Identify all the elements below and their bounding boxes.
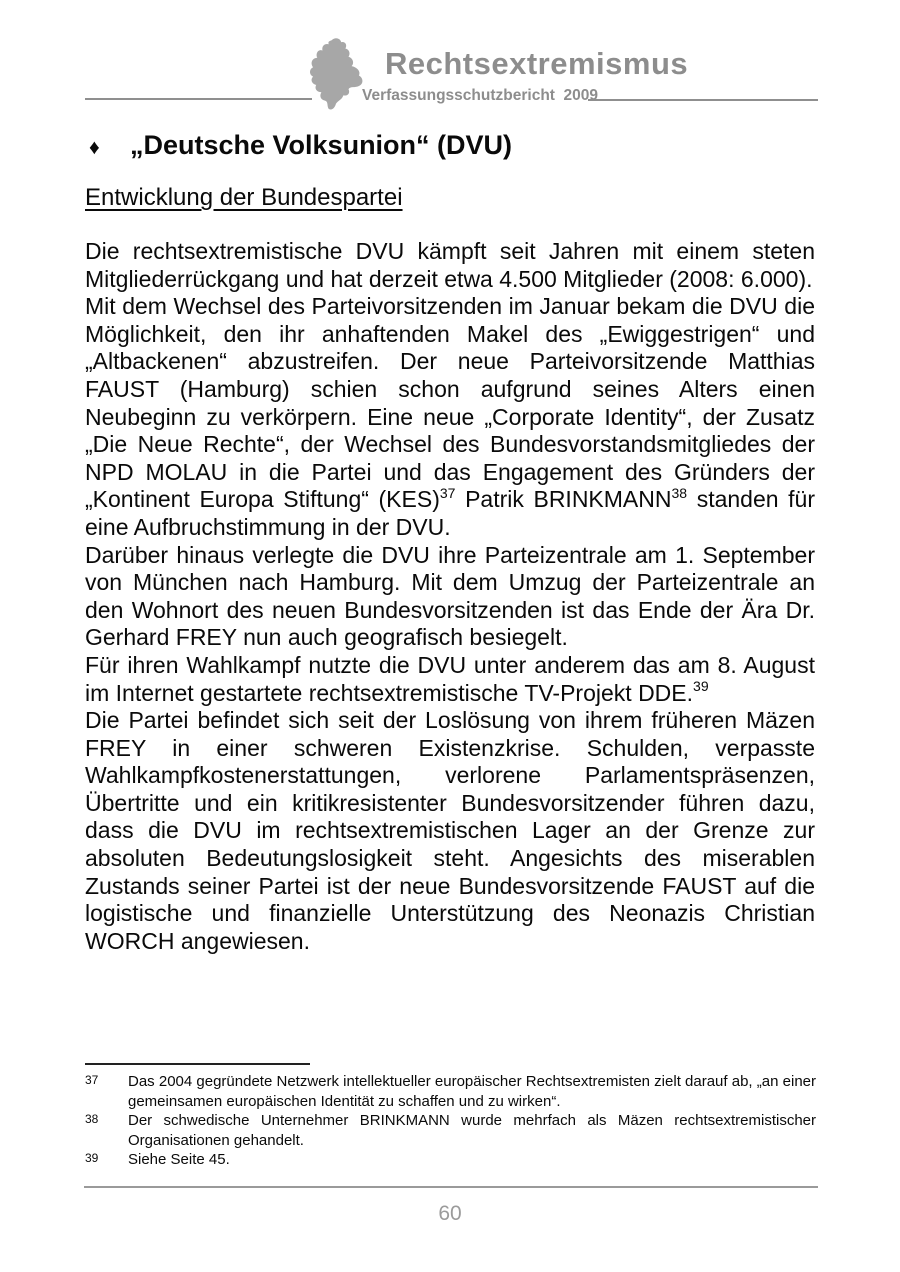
diamond-bullet-icon: ♦ — [89, 136, 100, 159]
page-header — [0, 0, 900, 120]
footer-rule — [84, 1186, 818, 1188]
footnote-text: Das 2004 gegründete Netzwerk intellektueller europäischer Rechtsextremisten zielt darauf ab, „an einer gemeinsamen europäischen Identität zu schaffen und zu wirken“. — [128, 1073, 816, 1110]
paragraph: Für ihren Wahlkampf nutzte die DVU unter anderem das am 8. August im Internet gestartete rechtsextremistische TV-Projekt DDE.$^{39}$ — [85, 651, 815, 706]
footnote-separator — [85, 1063, 310, 1065]
footnote-number: 39 — [85, 1151, 99, 1165]
saxony-anhalt-map-icon — [303, 37, 369, 112]
paragraph: Die rechtsextremistische DVU kämpft seit Jahren mit einem steten Mitgliederrückgang und hat derzeit etwa 4.500 Mitglieder (2008: 6.000). — [85, 238, 815, 292]
page-number: 60 — [438, 1202, 462, 1225]
footnote-reference: 39 — [693, 677, 709, 694]
footnote-row — [85, 1072, 816, 1111]
footnote-row — [85, 1111, 816, 1150]
section-subheading: Entwicklung der Bundespartei — [85, 184, 403, 211]
paragraph: Mit dem Wechsel des Parteivorsitzenden im Januar bekam die DVU die Möglichkeit, den ihr anhaftenden Makel des „Ewiggestrigen“ und „Altbackenen“ abzustreifen. Der neue Parteivorsitzende Matthias FAUST (Hamburg) schien schon aufgrund seines Alters einen Neubeginn zu verkörpern. Eine neue „Corporate Identity“, der Zusatz „Die Neue Rechte“, der Wechsel des Bundesvorstandsmitgliedes der NPD MOLAU in die Partei und das Engagement des Gründers der „Kontinent Europa Stiftung“ (KES)$^{37}$ Patrik BRINKMANN$^{38}$ standen für eine Aufbruchstimmung in der DVU. — [85, 293, 816, 540]
article-text — [85, 238, 815, 955]
footnote-text: Der schwedische Unternehmer BRINKMANN wurde mehrfach als Mäzen rechtsextremistischer Organisationen gehandelt. — [128, 1112, 816, 1149]
section-title — [85, 130, 815, 161]
section-title-text: „Deutsche Volksunion“ (DVU) — [130, 130, 513, 160]
document-body — [85, 130, 815, 955]
footnote-number: 38 — [85, 1112, 99, 1126]
header-title: Rechtsextremismus — [385, 46, 689, 81]
footnote-reference: 38 — [671, 484, 688, 501]
footnote-row — [85, 1150, 816, 1170]
header-rule-left — [85, 98, 312, 100]
footnote-number: 37 — [85, 1073, 99, 1087]
header-rule-right — [588, 99, 818, 101]
header-subtitle: Verfassungsschutzbericht 2009 — [362, 87, 599, 104]
footnote-text: Siehe Seite 45. — [128, 1151, 230, 1168]
footnote-reference: 37 — [439, 484, 456, 501]
paragraph: Die Partei befindet sich seit der Loslösung von ihrem früheren Mäzen FREY in einer schweren Existenzkrise. Schulden, verpasste Wahlkampfkostenerstattungen, verlorene Parlamentspräsenzen, Übertritte und ein kritikresistenter Bundesvorsitzender führen dazu, dass die DVU im rechtsextremistischen Lager an der Grenze zur absoluten Bedeutungslosigkeit steht. Angesichts des miserablen Zustands seiner Partei ist der neue Bundesvorsitzende FAUST auf die logistische und finanzielle Unterstützung des Neonazis Christian WORCH angewiesen. — [85, 707, 815, 954]
footnotes-block — [85, 1072, 816, 1170]
paragraph: Darüber hinaus verlegte die DVU ihre Parteizentrale am 1. September von München nach Hamburg. Mit dem Umzug der Parteizentrale an den Wohnort des neuen Bundesvorsitzenden ist das Ende der Ära Dr. Gerhard FREY nun auch geografisch besiegelt. — [85, 541, 815, 651]
